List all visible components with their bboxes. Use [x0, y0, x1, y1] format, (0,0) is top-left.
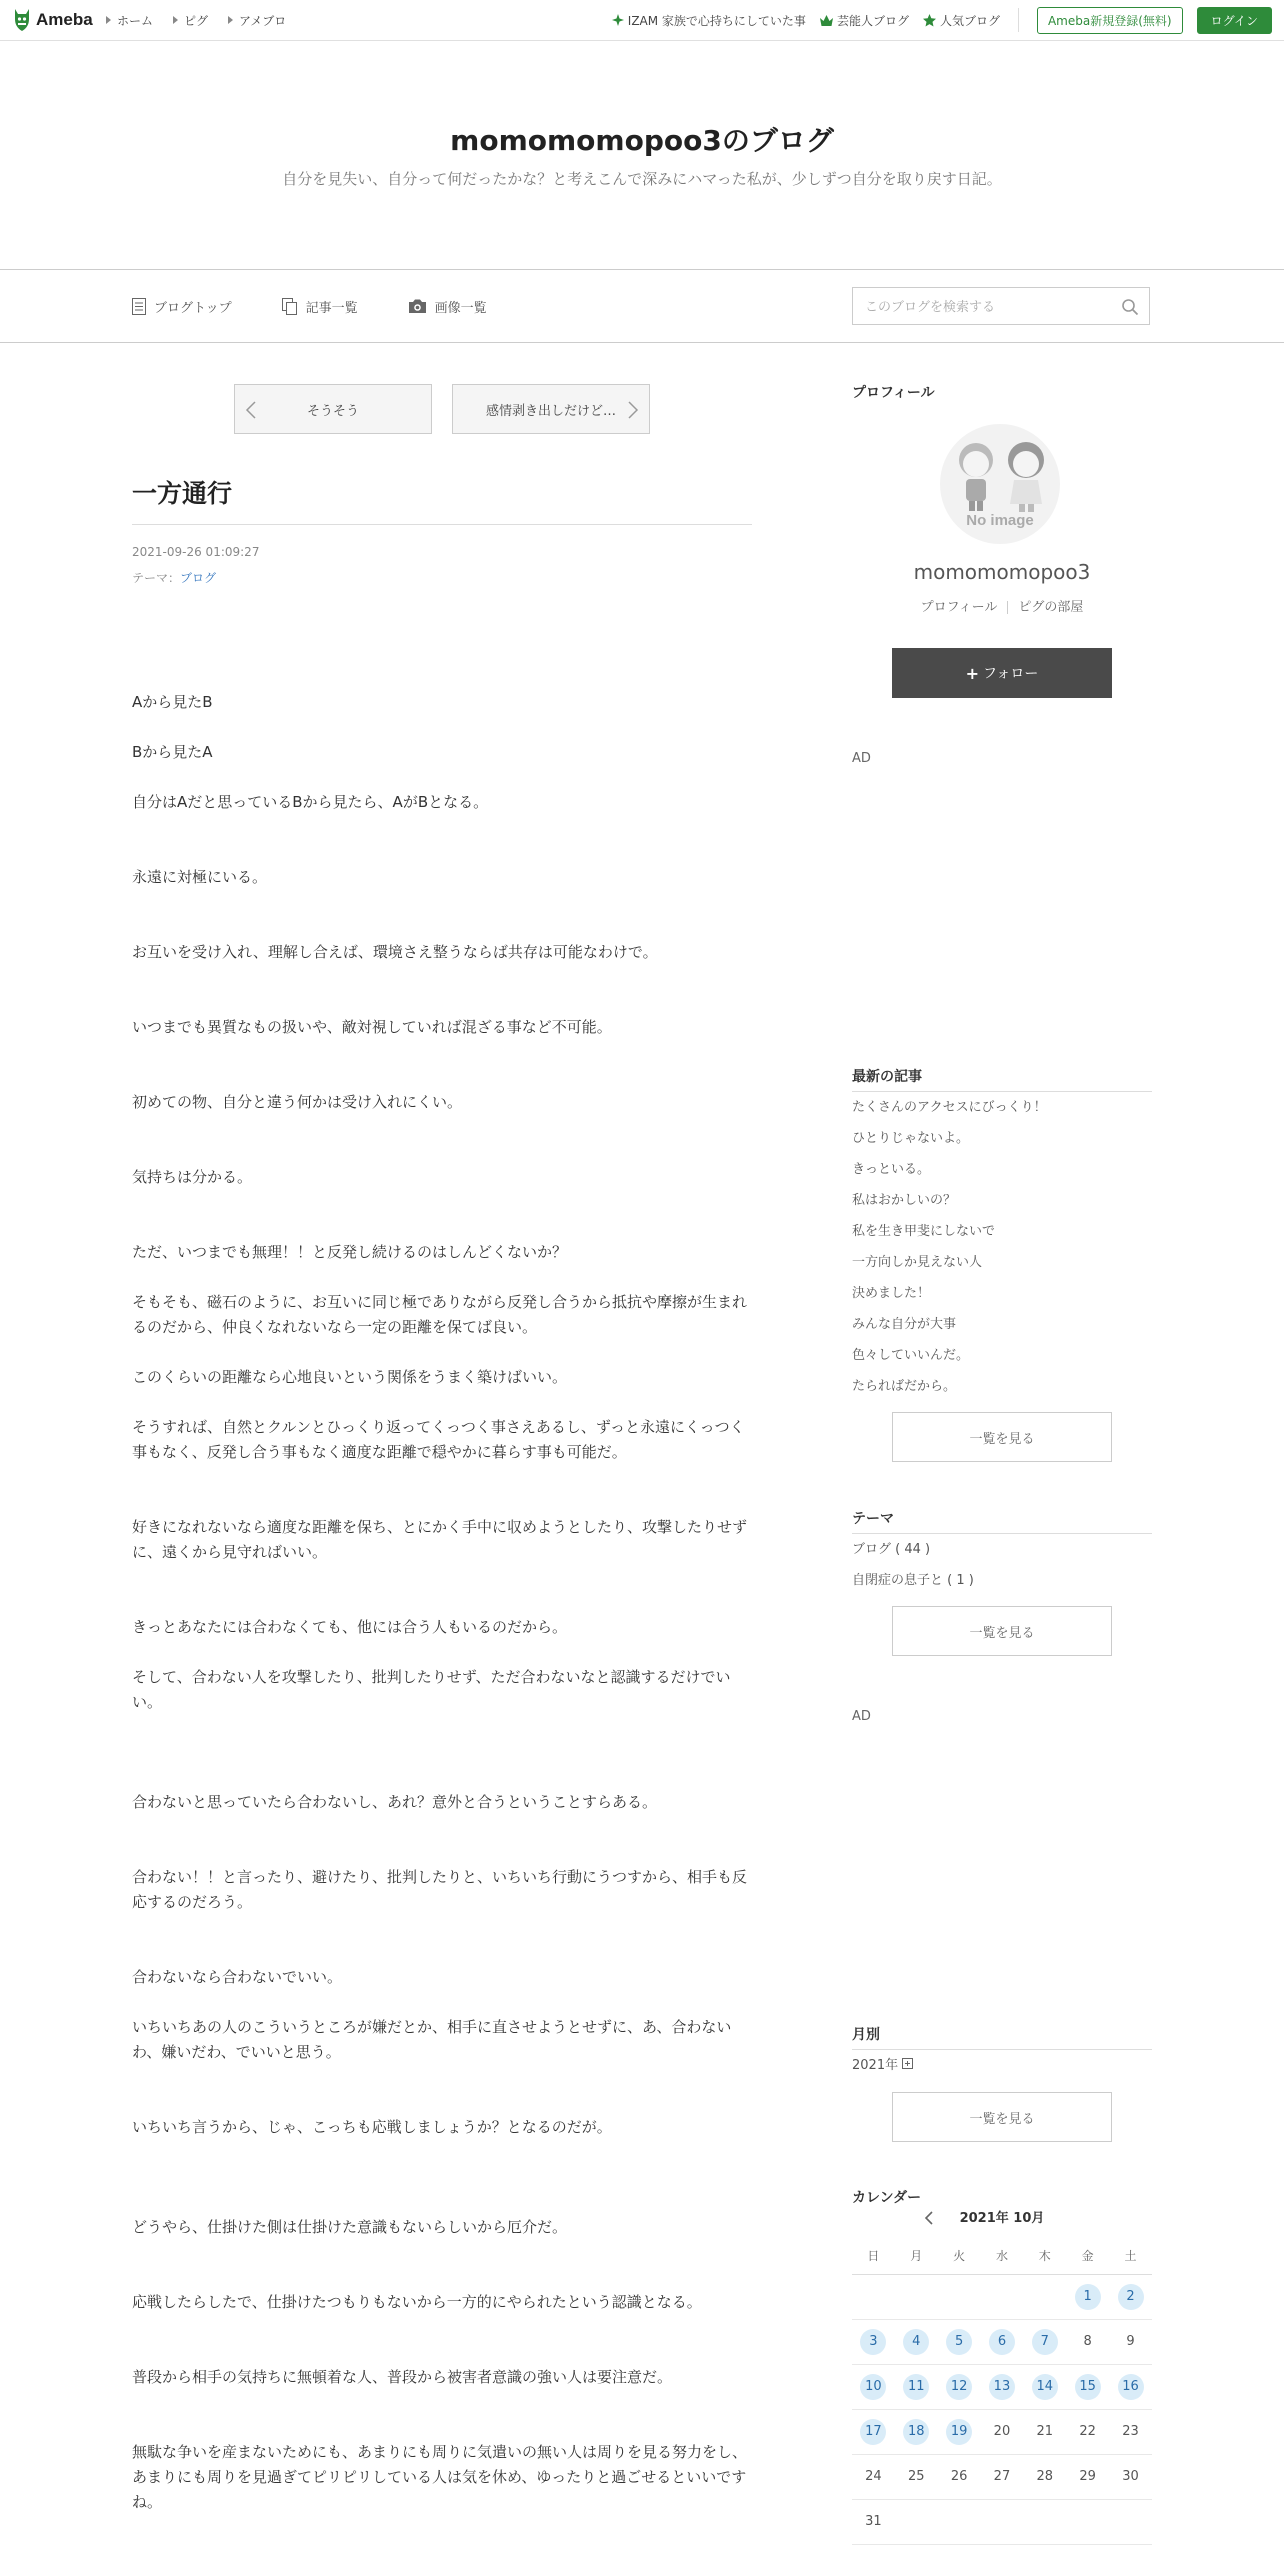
- chevron-right-icon: [627, 401, 639, 419]
- calendar-month: 2021年 10月: [959, 2211, 1045, 2226]
- calendar-weekday-row: [852, 2236, 1152, 2275]
- latest-more-button[interactable]: 一覧を見る: [892, 1412, 1112, 1462]
- theme-list: [852, 1534, 1152, 1596]
- profile-heading: プロフィール: [852, 385, 935, 401]
- follow-button[interactable]: [892, 648, 1112, 698]
- calendar-cell: [1066, 2320, 1109, 2365]
- nav-pigg[interactable]: [173, 12, 208, 29]
- ameba-logo[interactable]: [12, 6, 93, 34]
- nav-pigg-label: ピグ: [184, 13, 209, 28]
- calendar-day[interactable]: 13: [989, 2374, 1015, 2400]
- topbar-divider: [1018, 8, 1019, 32]
- calendar-cell: [1023, 2410, 1066, 2455]
- tab-entry-list[interactable]: [282, 297, 358, 316]
- next-entry-button[interactable]: [452, 384, 650, 434]
- arrow-right-icon: [106, 16, 111, 24]
- monthly-heading: 月別: [852, 2027, 880, 2043]
- link-divider: [1007, 601, 1008, 614]
- calendar-day[interactable]: 2: [1118, 2284, 1144, 2310]
- link-celebrity-blog-label: 芸能人ブログ: [836, 13, 909, 28]
- calendar-day: 21: [1036, 2424, 1054, 2439]
- latest-item[interactable]: 私はおかしいの？: [852, 1193, 957, 1208]
- link-celebrity-blog[interactable]: [820, 12, 909, 29]
- calendar-body: [852, 2275, 1152, 2545]
- calendar-cell: [1023, 2275, 1066, 2320]
- calendar-day: 22: [1079, 2424, 1096, 2439]
- calendar-cell: [1066, 2410, 1109, 2455]
- calendar-cell: [938, 2455, 981, 2500]
- article-paragraph: 合わない！！と言ったり、避けたり、批判したりと、いちいち行動にうつすから、相手も反応するのだろう。: [132, 1868, 748, 1911]
- calendar-day: 8: [1083, 2334, 1092, 2349]
- theme-item[interactable]: ブログ ( 44 ): [852, 1542, 931, 1557]
- calendar-cell: [1109, 2500, 1152, 2545]
- calendar-day: 28: [1036, 2469, 1054, 2484]
- weekday-label: 日: [852, 2236, 895, 2275]
- pig-room-link[interactable]: ピグの部屋: [1018, 600, 1084, 615]
- calendar-table: [852, 2236, 1152, 2545]
- calendar-day: 30: [1122, 2469, 1139, 2484]
- link-izam[interactable]: [612, 12, 806, 29]
- copy-icon: [282, 298, 298, 315]
- calendar-cell: [1109, 2455, 1152, 2500]
- article-title: 一方通行: [132, 479, 233, 508]
- weekday-label: 金: [1066, 2236, 1109, 2275]
- calendar-week-row: [852, 2365, 1152, 2410]
- blog-title[interactable]: momomomopoo3のブログ: [450, 124, 834, 157]
- calendar-day[interactable]: 19: [946, 2419, 972, 2445]
- article-paragraph: そもそも、磁石のように、お互いに同じ極でありながら反発し合うから抵抗や摩擦が生まれるのだから、仲良くなれないなら一定の距離を保てば良い。: [132, 1293, 748, 1336]
- weekday-label: 水: [981, 2236, 1024, 2275]
- blog-header: [0, 41, 1284, 270]
- profile-links: [852, 596, 1152, 615]
- calendar-day[interactable]: 3: [860, 2329, 886, 2355]
- calendar-cell: [981, 2320, 1024, 2365]
- calendar-week-row: [852, 2275, 1152, 2320]
- blog-description: 自分を見失い、自分って何だったかな？と考えこんで深みにハマった私が、少しずつ自分を取り戻す日記。: [282, 170, 1002, 188]
- ameba-logo-text: Ameba: [36, 10, 93, 29]
- calendar-day[interactable]: 11: [903, 2374, 929, 2400]
- calendar-day: 31: [865, 2514, 882, 2529]
- blog-search-input[interactable]: [863, 296, 1107, 318]
- calendar-day: 25: [907, 2469, 925, 2484]
- calendar-cell: [938, 2410, 981, 2455]
- tab-entry-list-label: 記事一覧: [305, 300, 358, 316]
- article-paragraph: そして、合わない人を攻撃したり、批判したりせず、ただ合わないなと認識するだけでいい。: [132, 1668, 731, 1711]
- calendar-cell: [852, 2275, 895, 2320]
- nav-home[interactable]: [106, 12, 153, 29]
- theme-item[interactable]: 自閉症の息子と ( 1 ): [852, 1573, 974, 1588]
- calendar-day[interactable]: 14: [1032, 2374, 1058, 2400]
- tab-image-list[interactable]: [408, 297, 487, 316]
- ameba-mascot-icon: [12, 7, 32, 33]
- theme-link[interactable]: ブログ: [180, 571, 217, 585]
- arrow-right-icon: [173, 16, 178, 24]
- search-icon[interactable]: [1121, 298, 1139, 316]
- calendar-cell: [981, 2410, 1024, 2455]
- ad-label: AD: [852, 751, 871, 766]
- profile-link[interactable]: プロフィール: [920, 600, 998, 615]
- latest-item[interactable]: たくさんのアクセスにびっくり！: [852, 1100, 1047, 1115]
- calendar-cell: [1023, 2365, 1066, 2410]
- crown-icon: [820, 15, 833, 26]
- calendar-day: 27: [993, 2469, 1011, 2484]
- calendar-day[interactable]: 7: [1032, 2329, 1058, 2355]
- article-paragraph: いちいち言うから、じゃ、こっちも応戦しましょうか？となるのだが。: [132, 2118, 612, 2136]
- calendar-cell: [1023, 2455, 1066, 2500]
- calendar-week-row: [852, 2500, 1152, 2545]
- follow-label: フォロー: [983, 666, 1039, 682]
- tab-blog-top-label: ブログトップ: [154, 300, 232, 316]
- calendar-day[interactable]: 16: [1118, 2374, 1144, 2400]
- calendar-day[interactable]: 18: [903, 2419, 929, 2445]
- calendar-day[interactable]: 6: [989, 2329, 1015, 2355]
- calendar-day[interactable]: 1: [1075, 2284, 1101, 2310]
- calendar-day[interactable]: 15: [1075, 2374, 1101, 2400]
- calendar-day: 26: [950, 2469, 968, 2484]
- chevron-left-icon: [245, 401, 257, 419]
- document-icon: [132, 298, 146, 315]
- calendar-cell: [895, 2455, 938, 2500]
- monthly-year-label: 2021年: [852, 2058, 899, 2073]
- monthly-year-toggle[interactable]: [852, 2054, 913, 2073]
- blog-nav-tabs: [132, 270, 487, 342]
- article-paragraph: どうやら、仕掛けた側は仕掛けた意識もないらしいから厄介だ。: [132, 2218, 568, 2236]
- blog-search: [852, 287, 1150, 325]
- latest-item[interactable]: 決めました！: [852, 1286, 931, 1301]
- article-paragraph: 応戦したらしたで、仕掛けたつもりもないから一方的にやられたという認識となる。: [132, 2293, 702, 2311]
- article-paragraph: そうすれば、自然とクルンとひっくり返ってくっつく事さえあるし、ずっと永遠にくっつく事もなく、反発し合う事もなく適度な距離で穏やかに暮らす事も可能だ。: [132, 1418, 745, 1461]
- register-button[interactable]: Ameba新規登録(無料): [1037, 7, 1183, 34]
- avatar-text: No image: [966, 512, 1034, 529]
- monthly-divider: [852, 2049, 1152, 2050]
- calendar-cell: [1023, 2500, 1066, 2545]
- article-paragraph: いつまでも異質なもの扱いや、敵対視していれば混ざる事など不可能。: [132, 1018, 612, 1036]
- nav-ameblo[interactable]: [228, 12, 286, 29]
- calendar-cell: [852, 2365, 895, 2410]
- calendar-cell: [938, 2500, 981, 2545]
- calendar-cell: [852, 2410, 895, 2455]
- article-paragraph: 初めての物、自分と違う何かは受け入れにくい。: [132, 1093, 463, 1111]
- calendar-cell: [895, 2275, 938, 2320]
- calendar-cell: [981, 2275, 1024, 2320]
- latest-item[interactable]: 色々していいんだ。: [852, 1348, 970, 1363]
- global-nav: [106, 0, 286, 40]
- nav-ameblo-label: アメブロ: [239, 13, 287, 28]
- calendar-cell: [895, 2365, 938, 2410]
- article-paragraph: このくらいの距離なら心地良いという関係をうまく築けばいい。: [132, 1368, 568, 1386]
- blog-nav: [0, 270, 1284, 343]
- calendar-cell: [1066, 2455, 1109, 2500]
- article-paragraph: 普段から相手の気持ちに無頓着な人、普段から被害者意識の強い人は要注意だ。: [132, 2368, 673, 2386]
- calendar-cell: [895, 2320, 938, 2365]
- nav-home-label: ホーム: [117, 13, 154, 28]
- calendar-day: 23: [1122, 2424, 1139, 2439]
- calendar-day: 9: [1126, 2334, 1135, 2349]
- monthly-more-button[interactable]: 一覧を見る: [892, 2092, 1112, 2142]
- article-paragraph: いちいちあの人のこういうところが嫌だとか、相手に直させようとせずに、あ、合わないわ、嫌いだわ、でいいと思う。: [132, 2018, 732, 2061]
- article-paragraph: 気持ちは分かる。: [132, 1168, 253, 1186]
- calendar-cell: [1066, 2275, 1109, 2320]
- title-divider: [132, 524, 752, 525]
- weekday-label: 月: [895, 2236, 938, 2275]
- calendar-cell: [895, 2500, 938, 2545]
- latest-heading: 最新の記事: [852, 1069, 922, 1085]
- calendar-day: 20: [993, 2424, 1011, 2439]
- prev-entry-label: そうそう: [306, 403, 359, 419]
- topbar-right: [612, 0, 1272, 40]
- link-popular-blog-label: 人気ブログ: [939, 13, 1000, 28]
- article-paragraph: お互いを受け入れ、理解し合えば、環境さえ整うならば共存は可能なわけで。: [132, 943, 658, 961]
- calendar-cell: [1109, 2365, 1152, 2410]
- calendar-cell: [1023, 2320, 1066, 2365]
- plus-icon: +: [965, 663, 980, 683]
- article-paragraph: 永遠に対極にいる。: [132, 868, 268, 886]
- next-entry-label: 感情剥き出しだけど…: [485, 403, 616, 419]
- latest-item[interactable]: みんな自分が大事: [852, 1317, 957, 1332]
- calendar-cell: [981, 2365, 1024, 2410]
- calendar-cell: [981, 2455, 1024, 2500]
- calendar-cell: [1109, 2320, 1152, 2365]
- theme-heading: テーマ: [852, 1511, 894, 1527]
- prev-entry-button[interactable]: [234, 384, 432, 434]
- calendar-cell: [852, 2500, 895, 2545]
- calendar-day[interactable]: 4: [903, 2329, 929, 2355]
- article-date: 2021-09-26 01:09:27: [132, 545, 260, 559]
- calendar-cell: [938, 2365, 981, 2410]
- latest-item[interactable]: たらればだから。: [852, 1379, 957, 1394]
- tab-blog-top[interactable]: [132, 297, 232, 316]
- avatar[interactable]: [940, 424, 1060, 544]
- latest-item[interactable]: ひとりじゃないよ。: [852, 1131, 970, 1146]
- weekday-label: 土: [1109, 2236, 1152, 2275]
- article-paragraph: Aから見たB: [132, 693, 213, 711]
- article-paragraph: 自分はAだと思っているBから見たら、AがBとなる。: [132, 793, 489, 811]
- calendar-day[interactable]: 10: [860, 2374, 886, 2400]
- article-paragraph: ただ、いつまでも無理！！と反発し続けるのはしんどくないか？: [132, 1243, 568, 1261]
- ameba-topbar: [0, 0, 1284, 41]
- weekday-label: 木: [1023, 2236, 1066, 2275]
- article-theme: [132, 569, 216, 586]
- calendar-heading: カレンダー: [852, 2190, 922, 2206]
- latest-item[interactable]: きっといる。: [852, 1162, 931, 1177]
- calendar-week-row: [852, 2455, 1152, 2500]
- calendar-week-row: [852, 2410, 1152, 2455]
- calendar-week-row: [852, 2320, 1152, 2365]
- sparkle-icon: [612, 14, 624, 26]
- calendar-cell: [981, 2500, 1024, 2545]
- link-popular-blog[interactable]: [923, 12, 1000, 29]
- tab-image-list-label: 画像一覧: [434, 300, 487, 316]
- latest-item[interactable]: 一方向しか見えない人: [852, 1255, 983, 1270]
- calendar-cell: [938, 2320, 981, 2365]
- article-paragraph: きっとあなたには合わなくても、他には合う人もいるのだから。: [132, 1618, 568, 1636]
- arrow-right-icon: [228, 16, 233, 24]
- calendar-cell: [1066, 2500, 1109, 2545]
- calendar-day: 29: [1079, 2469, 1096, 2484]
- latest-item[interactable]: 私を生き甲斐にしないで: [852, 1224, 996, 1239]
- calendar-cell: [852, 2320, 895, 2365]
- ad-label: AD: [852, 1709, 871, 1724]
- calendar-cell: [1066, 2365, 1109, 2410]
- article-paragraph: 無駄な争いを産まないためにも、あまりにも周りに気遣いの無い人は周りを見る努力をし、あまりにも周りを見過ぎてピリピリしている人は気を休め、ゆったりと過ごせるといいですね。: [132, 2443, 748, 2511]
- article-paragraph: 合わないと思っていたら合わないし、あれ？意外と合うということすらある。: [132, 1793, 658, 1811]
- calendar-day[interactable]: 12: [946, 2374, 972, 2400]
- calendar-day: 24: [865, 2469, 882, 2484]
- weekday-label: 火: [938, 2236, 981, 2275]
- calendar-cell: [938, 2275, 981, 2320]
- article-paragraph: 合わないなら合わないでいい。: [132, 1968, 343, 1986]
- link-izam-label: IZAM 家族で心持ちにしていた事: [627, 13, 806, 28]
- theme-more-button[interactable]: 一覧を見る: [892, 1606, 1112, 1656]
- calendar-cell: [895, 2410, 938, 2455]
- expand-icon: [902, 2058, 913, 2069]
- article-paragraph: Bから見たA: [132, 743, 213, 761]
- theme-prefix: テーマ：: [132, 571, 181, 585]
- calendar-cell: [1109, 2275, 1152, 2320]
- calendar-cell: [852, 2455, 895, 2500]
- camera-icon: [408, 299, 427, 314]
- login-button[interactable]: ログイン: [1197, 7, 1272, 34]
- calendar-cell: [1109, 2410, 1152, 2455]
- article-paragraph: 好きになれないなら適度な距離を保ち、とにかく手中に収めようとしたり、攻撃したりせずに、遠くから見守ればいい。: [132, 1518, 748, 1561]
- calendar-day[interactable]: 5: [946, 2329, 972, 2355]
- calendar-day[interactable]: 17: [860, 2419, 886, 2445]
- star-icon: [923, 14, 936, 27]
- latest-list: [852, 1092, 1152, 1402]
- profile-name[interactable]: momomomopoo3: [913, 560, 1091, 584]
